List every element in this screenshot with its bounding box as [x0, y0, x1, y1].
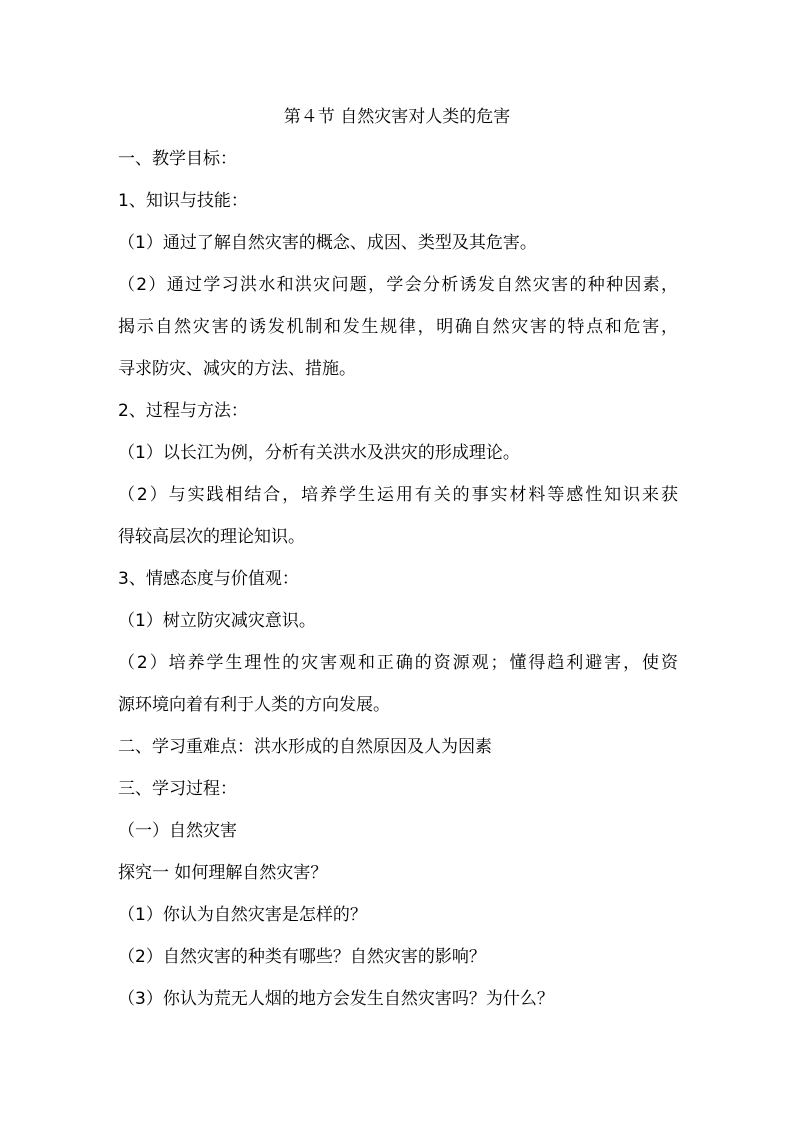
question-item: （3）你认为荒无人烟的地方会发生自然灾害吗？为什么？	[118, 989, 554, 1009]
subheading-attitudes-values: 3、情感态度与价值观：	[118, 569, 299, 589]
heading-teaching-goals: 一、教学目标：	[118, 149, 237, 169]
paragraph-line: （2）与实践相结合，培养学生运用有关的事实材料等感性知识来获	[118, 485, 678, 505]
inquiry-heading: 探究一 如何理解自然灾害？	[118, 863, 328, 883]
paragraph-line: （2）培养学生理性的灾害观和正确的资源观；懂得趋利避害，使资	[118, 653, 678, 673]
question-item: （1）你认为自然灾害是怎样的？	[118, 905, 367, 925]
subheading-natural-disasters: （一）自然灾害	[118, 821, 237, 841]
page-title: 第４节 自然灾害对人类的危害	[283, 107, 511, 127]
question-item: （2）自然灾害的种类有哪些？自然灾害的影响？	[118, 947, 486, 967]
subheading-knowledge-skills: 1、知识与技能：	[118, 191, 248, 211]
heading-key-points: 二、学习重难点：洪水形成的自然原因及人为因素	[118, 737, 492, 757]
heading-learning-process: 三、学习过程：	[118, 779, 237, 799]
paragraph-line: （1）通过了解自然灾害的概念、成因、类型及其危害。	[118, 233, 537, 253]
paragraph-line: （1）以长江为例，分析有关洪水及洪灾的形成理论。	[118, 443, 520, 463]
paragraph-line: 寻求防灾、减灾的方法、措施。	[118, 359, 356, 379]
subheading-process-methods: 2、过程与方法：	[118, 401, 248, 421]
paragraph-line: 得较高层次的理论知识。	[118, 527, 305, 547]
paragraph-line: （2）通过学习洪水和洪灾问题，学会分析诱发自然灾害的种种因素，	[118, 275, 678, 295]
paragraph-line: （1）树立防灾减灾意识。	[118, 611, 316, 631]
paragraph-line: 源环境向着有利于人类的方向发展。	[118, 695, 390, 715]
paragraph-line: 揭示自然灾害的诱发机制和发生规律，明确自然灾害的特点和危害，	[118, 317, 678, 337]
